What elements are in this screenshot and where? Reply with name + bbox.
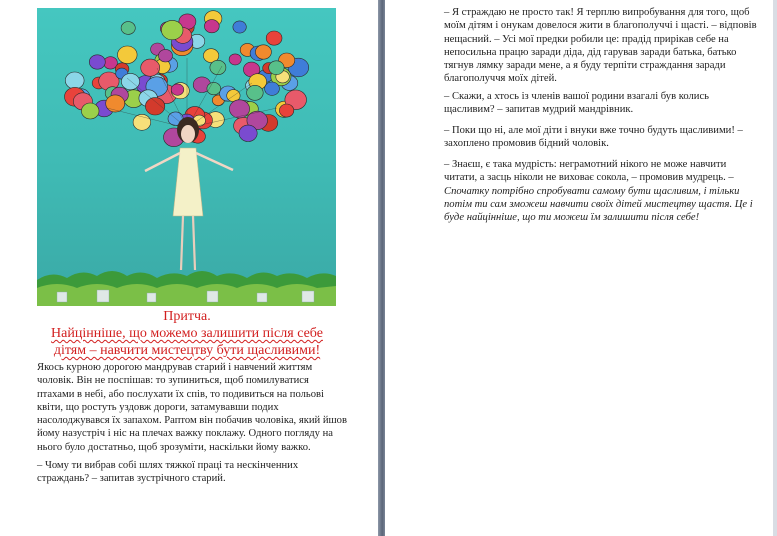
right-paragraph-4 [444,158,762,224]
balloon [65,72,84,89]
right-paragraph-1: – Я страждаю не просто так! Я терплю випробування для того, щоб моїм дітям і онукам довелося жити в благополуччі і щасті. – відповів нещасний. – Усі мої предки робили це: прадід прирікав себе на непосильна працю заради діда, дід гарував заради батька, батько тягнув лямку заради мене, а я буду терпіти страждання заради благополуччя моїх дітей. [444,7,757,85]
balloon [247,85,264,100]
balloon [161,20,183,39]
balloon [141,59,160,76]
balloon [121,22,135,35]
parable-subtitle: Найцінніше, що можемо залишити після себе дітям – навчити мистецтву бути щасливими! [51,326,323,358]
girl-figure [145,117,233,270]
balloon [229,54,241,65]
left-paragraph-2: – Чому ти вибрав собі шлях тяжкої праці та нескінченних страждань? – запитав зустрічного старий. [37,460,299,485]
balloon [159,49,173,62]
grass-and-houses [37,271,336,306]
balloon [118,46,138,64]
page-gutter [378,0,385,536]
right-paragraph-3: – Поки що ні, але мої діти і внуки вже точно будуть щасливими! – захоплено промовив бідний чоловік. [444,125,743,150]
balloon [265,82,280,95]
parable-title [37,308,337,359]
balloon [171,84,184,95]
right-paragraph-4-italic: Спочатку потрібно спробувати самому бути щасливим, і тільки потім ти сам зможеш навчити своїх дітей мистецтву щастя. Це і буде найцінніше, що ти можеш їм залишити після себе! [444,185,753,224]
balloon [255,45,271,59]
balloon [106,95,125,112]
left-paragraph-1: Якось курною дорогою мандрував старий і навчений життям чоловік. Він не поспішав: то зупиниться, щоб помилуватися птахами в небі, або послухати їх спів, то подивиться на польові квіти, що ростуть уздовж дороги, затамувавши подих насолоджувався їх запахом. Раптом він побачив чоловіка, який йшов йому назустріч і ніс на плечах важку поклажу. Одного погляду на нього було достатньо, щоб зрозуміти, наскільки йому важко. [37,362,347,453]
balloon [210,60,226,74]
right-paragraph-2: – Скажи, а хтось із членів вашої родини взагалі був колись щасливим? – запитав мудрий мандрівник. [444,91,709,116]
parable-title-label: Притча. [163,309,211,324]
balloon [145,98,164,115]
balloon-girl-illustration [37,8,336,306]
balloon [279,104,293,117]
balloon [229,100,249,118]
balloon [239,125,257,141]
balloon [89,55,105,69]
balloon [121,73,139,89]
balloon [204,20,219,33]
right-paragraph-4-text: – Знаєш, є така мудрість: неграмотний нікого не може навчити читати, а засць ніколи не виховає сокола, – промовив мудрець. – [444,159,734,184]
balloon [266,31,282,45]
balloon [269,61,284,75]
vertical-scrollbar[interactable] [773,0,777,536]
balloon [233,21,246,33]
balloon [81,103,99,119]
